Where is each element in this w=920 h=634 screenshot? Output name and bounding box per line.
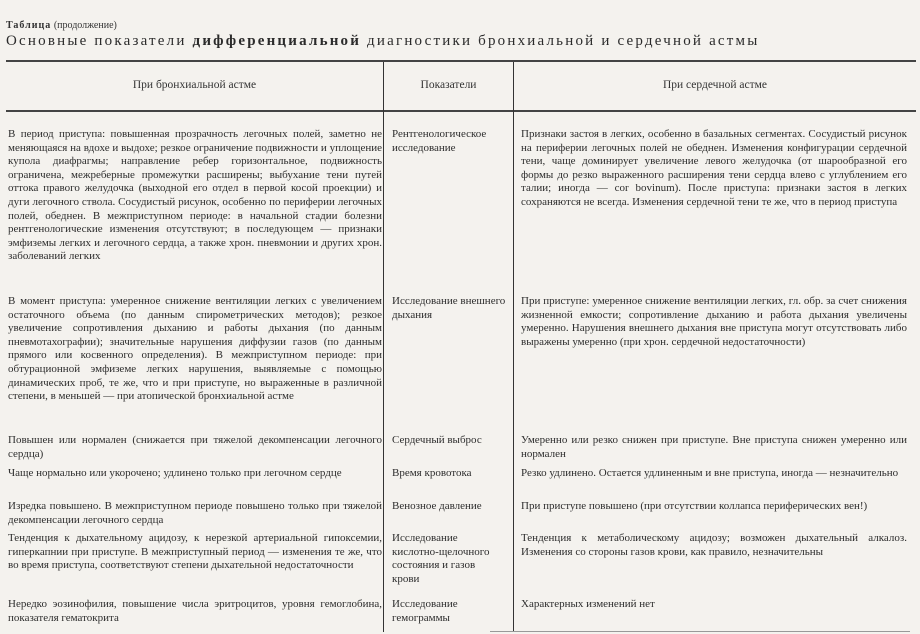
title-part-1: Основные показатели [6,33,187,49]
table-row-2-indicator: Исследование внешнего дыхания [392,295,506,321]
table-row-6-bronchial: Тенденция к дыхательному ацидозу, к нерезкой артериальной гипоксемии, гиперкапнии при приступе. В межприступный период — изменения те же, что во время приступа, соответствуют степени дыхательной недостаточности [8,532,382,572]
table-title [6,33,760,50]
caption-note: (продолжение) [53,20,117,31]
header-indicators: Показатели [420,79,477,91]
table-row-3-cardiac: Умеренно или резко снижен при приступе. Вне приступа снижен умеренно или нормален [521,434,907,460]
table-row-5-indicator: Венозное давление [392,500,482,512]
table-row-7-cardiac: Характерных изменений нет [521,598,655,610]
column-divider-2 [513,62,514,632]
table-caption [6,20,117,31]
table-row-2-bronchial: В момент приступа: умеренное снижение вентиляции легких с увеличением остаточного объема (по данным спирометрических методов); резкое увеличение сопротивления дыханию и работы дыхания (по данным пневмотахографии); значительные нарушения диффузии газов (по данным прямого или косвенного определения). В межприступном периоде: при обтурационной эмфиземе легких нарушения, выявляемые с помощью динамических проб, те же, что и при приступе, но выраженные в различной степени, в меньшей — при атопической бронхиальной астме [8,295,382,403]
table-bottom-rule [490,631,910,632]
table-row-7-bronchial: Нередко эозинофилия, повышение числа эритроцитов, уровня гемоглобина, показателя гематокрита [8,598,382,624]
table-row-4-indicator: Время кровотока [392,467,472,479]
header-bottom-rule [6,110,916,112]
title-part-3: диагностики бронхиальной и сердечной астмы [367,33,760,49]
column-divider-1 [383,62,384,632]
table-row-1-bronchial: В период приступа: повышенная прозрачность легочных полей, заметно не меняющаяся на вдохе и выдохе; резкое ограничение подвижности и уплощение купола диафрагмы; направление ребер горизонтальное, подвижность ограничена, межреберные промежутки расширены; выбухание тени путей оттока правого желудочка (выходной его отдел в первой косой проекции) и дуги легочного ствола. Сосудистый рисунок, особенно по периферии легочных полей, обеднен. В межприступном периоде: в начальной стадии болезни рентгенологические изменения отсутствуют; в последующем — признаки эмфиземы легких и легочного сердца, а также хрон. пневмонии и других хрон. заболеваний легких [8,128,382,263]
table-row-3-indicator: Сердечный выброс [392,434,482,446]
table-row-5-cardiac: При приступе повышено (при отсутствии коллапса периферических вен!) [521,500,868,512]
table-row-7-indicator: Исследование гемограммы [392,598,458,624]
header-bronchial: При бронхиальной астме [132,79,257,91]
caption-label: Таблица [6,20,52,31]
table-row-6-indicator: Исследование кислотно-щелочного состояния и газов крови [392,532,490,585]
table-row-4-cardiac: Резко удлинено. Остается удлиненным и вне приступа, иногда — незначительно [521,467,899,479]
title-part-2: дифференциальной [192,33,362,49]
table-row-5-bronchial: Изредка повышено. В межприступном периоде повышено только при тяжелой декомпенсации легочного сердца [8,500,382,526]
table-row-4-bronchial: Чаще нормально или укорочено; удлинено только при легочном сердце [8,467,342,479]
table-row-3-bronchial: Повышен или нормален (снижается при тяжелой декомпенсации легочного сердца) [8,434,382,460]
header-cardiac: При сердечной астме [662,79,768,91]
table-row-1-cardiac: Признаки застоя в легких, особенно в базальных сегментах. Сосудистый рисунок на периферии легочных полей не обеднен. Изменения конфигурации сердечной тени, чаще доминирует увеличение левого желудочка (от шарообразной его формы до резко выраженного расширения тени сердца влево с углублением его талии; иногда — cor bovinum). После приступа: признаки застоя в легких сохраняются не всегда. Изменения сердечной тени те же, что в период приступа [521,128,907,208]
table-row-1-indicator: Рентгенологическое исследование [392,128,487,154]
table-row-2-cardiac: При приступе: умеренное снижение вентиляции легких, гл. обр. за счет снижения жизненной емкости; сопротивление дыханию и работа дыхания увеличены умеренно. Нарушения внешнего дыхания вне приступа могут отсутствовать либо выражены умеренно (при хрон. сердечной недостаточности) [521,295,907,348]
table-row-6-cardiac: Тенденция к метаболическому ацидозу; возможен дыхательный алкалоз. Изменения со стороны газов крови, как правило, незначительны [521,532,907,558]
